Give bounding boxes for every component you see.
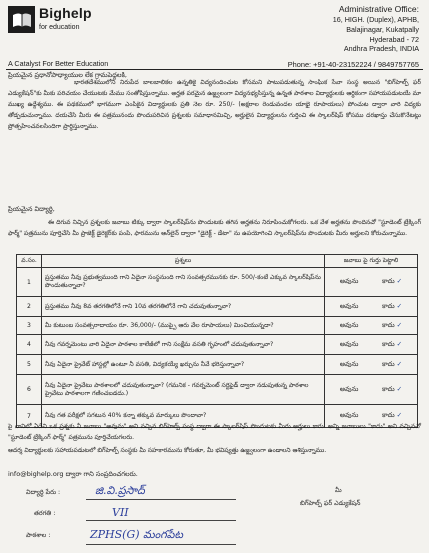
class-line: [86, 520, 236, 521]
school-line: [86, 544, 236, 545]
question-number: 2: [17, 297, 42, 317]
answer-cell[interactable]: [325, 335, 418, 355]
class-value[interactable]: VII: [112, 506, 129, 519]
question-number: 3: [17, 317, 42, 335]
answer-no[interactable]: కాదు ✓: [382, 277, 403, 285]
answer-yes[interactable]: అవును: [339, 301, 359, 310]
answer-yes[interactable]: అవును: [339, 411, 359, 419]
question-text: నీవు గత పరీక్షలో సగటున 40% కన్నా తక్కువ మార్కులు పొందావా?: [42, 405, 325, 428]
answer-yes[interactable]: అవును: [339, 359, 359, 368]
student-name-label: విద్యార్థి పేరు :: [26, 489, 61, 496]
signature-label: మీ: [335, 487, 342, 494]
school-label: పాఠశాల :: [26, 532, 51, 539]
table-row: [17, 297, 418, 317]
table-header-row: [17, 255, 418, 268]
tagline: A Catalyst For Better Education: [8, 59, 109, 68]
table-row: [17, 355, 418, 375]
answer-cell[interactable]: [325, 297, 418, 317]
question-text: ప్రస్తుతము నీవు 8వ తరగతిలోనే గాని 10వ తరగతిలోనే గాని చదువుతున్నావా?: [42, 297, 325, 317]
closing-paragraph: ఆదర్శ విద్యార్థులకు సహాయపడుటలో బిగ్‌హెల్ప్ సంస్థకు మీ సహకారమును కోరుతూ, మీ భవిష్యత్తు ఉజ్జ్వలంగా ఉండాలని ఆశిస్తున్నాము.: [8, 447, 327, 454]
tick-mark-icon: ✓: [396, 359, 403, 368]
office-address: [287, 4, 419, 69]
answer-no[interactable]: కాదు ✓: [382, 301, 403, 310]
instructions-paragraph: ఈ దిగువ నిచ్చిన ప్రశ్నలకు జవాబు టిక్కు ద్వారా స్కాలర్‌షిప్‌ను పొందుటకు తగిన అర్హతను నిరూపించుకోగలరు. ఒక వేళ అర్హతను పొందినచో "స్టూడెంట్ ట్రేక్కింగ్ ఫార్మ్" పత్రమును పూర్తిచేసి మీ ప్రాజెక్ట్ డైరెక్టర్‌కు పంపి, ఫారమును ఆన్‌లైన్ ద్వారా "డైరెక్ట్ - డేటా" ను ఉపయోగించి స్కాలర్‌షిప్‌ను పొందుటకు మీరు అర్హులని కోరుచున్నాము.: [8, 219, 421, 237]
question-text: నీవు గవర్నమెంటు వారి ఏదైనా పాఠశాల కాలేజీలో గాని సంక్షేమ వసతి గృహంలో చదువుతున్నావా?: [42, 335, 325, 355]
answer-cell[interactable]: [325, 268, 418, 297]
tick-mark-icon: ✓: [396, 339, 403, 348]
student-name-value[interactable]: జి.వి.ప్రసాద్: [95, 484, 145, 497]
office-phone: Phone: +91-40-23152224 / 9849757765: [287, 60, 419, 69]
eligibility-note: పై వానిలో ఏదేని ఒక ప్రశ్నకు నీ జవాబు "అవును" అని వచ్చిన బిగ్‌హెల్ప్ సంస్థ ద్వారా ఈ స్కాలర్‌షిప్ పొందుటకు మీరు అర్హులు కారు. అన్ని జవాబులు "కాదు" అని వచ్చినచో "స్టూడెంట్ ట్రేక్కింగ్ ఫార్మ్" పత్రమును పూర్తిచేయగలరు.: [8, 423, 421, 441]
answer-no[interactable]: కాదు ✓: [382, 359, 403, 368]
col-question-header: ప్రశ్నలు: [42, 255, 325, 268]
question-text: నీవు ఏదైనా ప్రైవేటు పాఠశాలలో చదువుతున్నావా? (గమనిక - గవర్నమెంట్ సర్టిఫైడ్ ద్వారా నడుపుతున్న పాఠశాల ప్రైవేటు పాఠశాలగా గణించబడదు.): [42, 375, 325, 405]
table-row: [17, 335, 418, 355]
question-text: మీ కుటుంబ సంవత్సరాదాయం రూ. 36,000/- (ముప్పై ఆరు వేల రూపాయలు) మించియున్నదా?: [42, 317, 325, 335]
brand-subtitle: for education: [39, 24, 80, 31]
tick-mark-icon: ✓: [396, 320, 403, 329]
office-line: 16, HIGH. (Duplex), APHB,: [332, 15, 419, 24]
answer-no[interactable]: కాదు ✓: [382, 339, 403, 348]
answer-yes[interactable]: అవును: [339, 339, 359, 348]
question-text: ప్రస్తుతము నీవు ప్రభుత్వముంది గాని ఏదైనా సంస్థనుంది గాని సంవత్సరమునకు రూ. 500/-కంటే ఎక్కువ స్కాలర్‌షిప్‌ను పొందుతున్నావా?: [42, 268, 325, 297]
answer-no[interactable]: కాదు ✓: [382, 320, 403, 329]
intro-paragraph: భారతదేశములోని నిరుపేద బాలబాలికల ఉన్నతికై విద్యనందించుట కోసమని పాటుపడుతున్న సాంఘిక సేవా సంస్థ అయిన "బిగ్‌హెల్ప్ ఫర్ ఎడ్యుకేషన్"కు మీకు పరిచయం చేయుటకు మేము సంతోషిస్తున్నాము. అర్హత పరమైన ఉజ్జ్వలంగా విద్యనభ్యసిస్తున్న ఉన్నత పాఠశాల విద్యార్థులకు ఆర్థికంగా సహాయపడుటయే మా ముఖ్య ఉద్దేశ్యము. ఈ పథకములో భాగముగా ఎంపికైన విద్యార్థులకు ప్రతి నెల రూ. 250/- (అక్షరాల రెండువందల యాభై రూపాయలు) పోంచుట ద్వారా వారి విద్యకు తోడ్పడుచున్నాము. దయచేసి మీరు ఈ పత్రమునందు పొందుపరిచిన ప్రశ్నలకు సమాధానమిచ్చి, అర్హులైన విద్యార్థులను గుర్తించి ఈ స్కాలర్‌షిప్ కోసము దరఖాస్తు చేసుకొనేటట్లు ప్రోత్సహించవలసిందిగా ప్రార్థిస్తున్నాము.: [8, 79, 421, 130]
office-line: Balajinagar, Kukatpally: [346, 24, 419, 34]
tick-mark-icon: ✓: [396, 384, 403, 393]
signature-org: బిగ్‌హెల్ప్ ఫర్ ఎడ్యుకేషన్: [300, 500, 361, 507]
school-value[interactable]: ZPHS(G) మంగపేట: [90, 528, 183, 541]
header-divider: [6, 69, 423, 70]
tick-mark-icon: ✓: [396, 411, 403, 419]
salutation-heads: ప్రియమైన ప్రధానోపాధ్యాయుల లేక గ్రామపెద్దలకి,: [8, 71, 127, 79]
tick-mark-icon: ✓: [396, 277, 403, 285]
question-text: నీవు ఏదైనా ప్రైవేట్ హాస్టల్లో ఉంటూ నీ వసతి, విద్యకయ్యే ఖర్చును నీవే భరిస్తున్నావా?: [42, 355, 325, 375]
col-answer-header: జవాబు పై గుర్తు పెట్టాలి: [325, 255, 418, 268]
book-logo-icon: [8, 6, 35, 33]
office-title: Administrative Office:: [338, 4, 419, 14]
question-number: 5: [17, 355, 42, 375]
answer-yes[interactable]: అవును: [339, 277, 359, 285]
answer-no[interactable]: కాదు ✓: [382, 411, 403, 419]
office-line: Andhra Pradesh, INDIA: [343, 44, 419, 54]
eligibility-table: [16, 254, 418, 428]
question-number: 7: [17, 405, 42, 428]
answer-cell[interactable]: [325, 317, 418, 335]
brand-name: Bighelp: [39, 5, 92, 21]
class-label: తరగతి :: [34, 510, 56, 517]
tick-mark-icon: ✓: [396, 301, 403, 310]
answer-no[interactable]: కాదు ✓: [382, 384, 403, 393]
table-row: [17, 375, 418, 405]
col-number-header: వ.సం.: [17, 255, 42, 268]
office-line: Hyderabad - 72: [369, 34, 419, 44]
answer-cell[interactable]: [325, 375, 418, 405]
salutation-student: ప్రియమైన విద్యార్థి,: [8, 205, 55, 213]
contact-email: info@bighelp.org ద్వారా గాని సంప్రదించగలరు.: [8, 470, 138, 478]
question-number: 4: [17, 335, 42, 355]
brand: [39, 6, 92, 32]
table-row: [17, 268, 418, 297]
question-number: 6: [17, 375, 42, 405]
table-row: [17, 317, 418, 335]
answer-cell[interactable]: [325, 355, 418, 375]
answer-yes[interactable]: అవును: [339, 320, 359, 329]
question-number: 1: [17, 268, 42, 297]
answer-yes[interactable]: అవును: [339, 384, 359, 393]
